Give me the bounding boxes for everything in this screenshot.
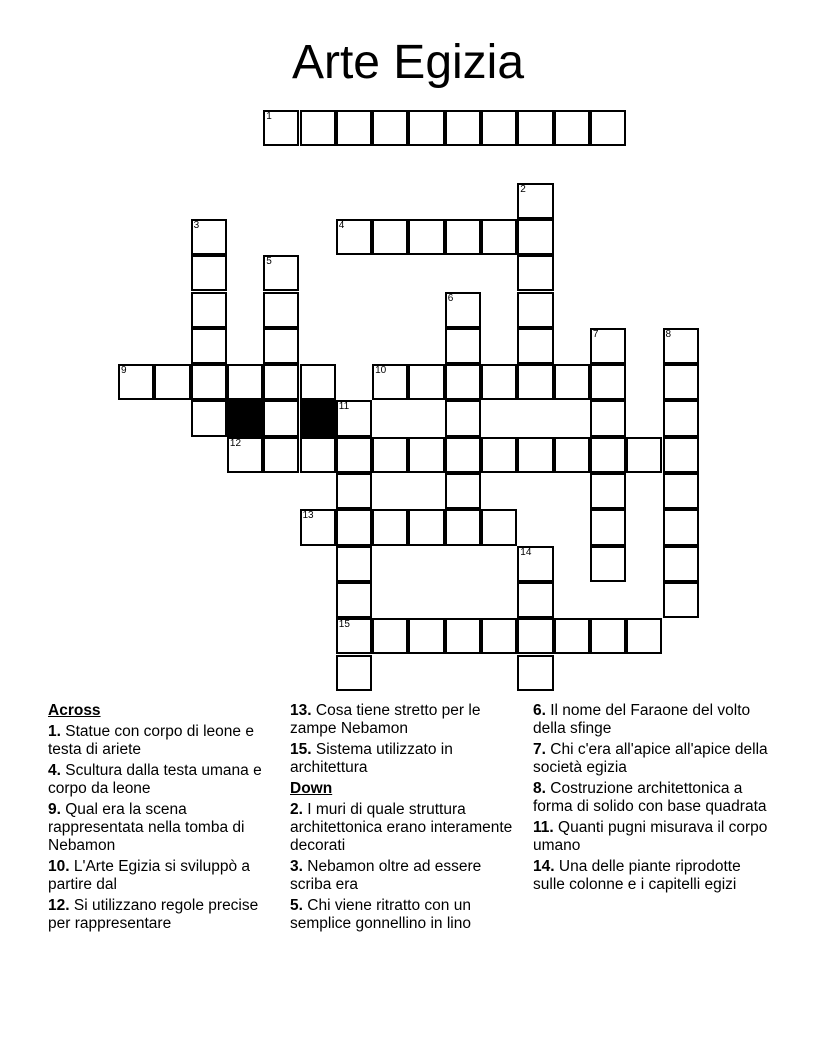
grid-cell[interactable] (481, 509, 517, 545)
clue-item-number: 8. (533, 780, 546, 797)
clue-item (48, 801, 278, 855)
grid-cell[interactable] (191, 400, 227, 436)
clue-item (533, 819, 768, 855)
across-clue-list (48, 723, 278, 933)
grid-cell[interactable] (336, 400, 372, 436)
clue-item-number: 13. (290, 702, 312, 719)
grid-cell[interactable] (336, 582, 372, 618)
grid-cell[interactable] (590, 546, 626, 582)
clue-number: 14 (520, 546, 532, 558)
across-header: Across (48, 702, 101, 719)
clue-item-text: Quanti pugni misurava il corpo umano (533, 819, 768, 854)
grid-cell[interactable] (590, 437, 626, 473)
page-title: Arte Egizia (291, 36, 525, 89)
grid-cell[interactable] (336, 473, 372, 509)
clue-item-text: Statue con corpo di leone e testa di ariete (48, 723, 254, 758)
grid-cell[interactable] (372, 110, 408, 146)
grid-cell[interactable] (517, 255, 553, 291)
grid-cell[interactable] (408, 437, 444, 473)
clue-number: 5 (266, 256, 272, 268)
clue-number: 12 (229, 437, 242, 449)
grid-cell[interactable] (590, 400, 626, 436)
clue-item (290, 741, 515, 777)
grid-cell[interactable] (517, 618, 553, 654)
grid-cell[interactable] (336, 655, 372, 691)
clue-item-text: Il nome del Faraone del volto della sfinge (533, 702, 751, 737)
grid-cell[interactable] (408, 110, 444, 146)
clue-item (533, 858, 768, 894)
clue-item-number: 12. (48, 897, 70, 914)
grid-cell[interactable] (554, 364, 590, 400)
grid-cell[interactable] (445, 400, 481, 436)
clue-item (48, 762, 278, 798)
grid-cell[interactable] (590, 509, 626, 545)
grid-cell[interactable] (336, 219, 372, 255)
grid-cell[interactable] (372, 509, 408, 545)
clue-item-text: Costruzione architettonica a forma di solido con base quadrata (533, 780, 767, 815)
grid-cell[interactable] (590, 473, 626, 509)
clue-item-number: 5. (290, 897, 303, 914)
grid-cell[interactable] (517, 183, 553, 219)
clue-number: 13 (302, 510, 314, 522)
clues-column-3 (533, 702, 768, 897)
clue-item-text: Chi viene ritratto con un semplice gonnellino in lino (290, 897, 471, 932)
clue-item (533, 780, 768, 816)
clue-number: 7 (592, 328, 599, 340)
clue-item-text: Nebamon oltre ad essere scriba era (290, 858, 482, 893)
grid-cell[interactable] (663, 437, 699, 473)
grid-cell[interactable] (517, 328, 553, 364)
clue-item-text: L'Arte Egizia si sviluppò a partire dal (48, 858, 251, 893)
grid-cell[interactable] (481, 437, 517, 473)
grid-cell[interactable] (408, 509, 444, 545)
grid-cell[interactable] (481, 110, 517, 146)
grid-cell[interactable] (626, 618, 662, 654)
grid-cell[interactable] (554, 618, 590, 654)
clue-number: 3 (193, 219, 200, 231)
clue-item-number: 4. (48, 762, 61, 779)
grid-cell[interactable] (263, 437, 299, 473)
clue-item-text: Sistema utilizzato in architettura (290, 741, 453, 776)
grid-cell[interactable] (408, 219, 444, 255)
grid-cell[interactable] (517, 292, 553, 328)
clue-item (290, 858, 515, 894)
clue-item (48, 723, 278, 759)
clue-number: 11 (338, 401, 350, 413)
grid-cell[interactable] (517, 364, 553, 400)
clue-number: 15 (338, 619, 350, 631)
grid-cell[interactable] (517, 437, 553, 473)
grid-cell[interactable] (517, 655, 553, 691)
grid-cell[interactable] (663, 328, 699, 364)
grid-cell[interactable] (445, 473, 481, 509)
down-header: Down (290, 780, 333, 797)
grid-cell[interactable] (445, 219, 481, 255)
grid-cell[interactable] (445, 292, 481, 328)
grid-cell[interactable] (445, 328, 481, 364)
grid-cell[interactable] (336, 509, 372, 545)
clue-number: 10 (375, 365, 387, 377)
grid-cell[interactable] (445, 437, 481, 473)
grid-cell[interactable] (590, 364, 626, 400)
grid-cell[interactable] (263, 292, 299, 328)
grid-cell[interactable] (191, 255, 227, 291)
clue-item-number: 10. (48, 858, 70, 875)
grid-cell[interactable] (663, 582, 699, 618)
grid-cell[interactable] (554, 437, 590, 473)
grid-cell[interactable] (336, 618, 372, 654)
clue-item-number: 15. (290, 741, 312, 758)
grid-cell[interactable] (408, 364, 444, 400)
clue-item-text: Qual era la scena rappresentata nella tomba di Nebamon (48, 801, 245, 854)
grid-cell[interactable] (663, 509, 699, 545)
grid-cell[interactable] (663, 364, 699, 400)
clue-item-text: Scultura dalla testa umana e corpo da leone (48, 762, 262, 797)
clue-item-text: Una delle piante riprodotte sulle colonne e i capitelli egizi (533, 858, 741, 893)
clue-item (533, 702, 768, 738)
grid-cell[interactable] (372, 437, 408, 473)
grid-cell[interactable] (372, 618, 408, 654)
clue-item (48, 858, 278, 894)
grid-cell[interactable] (300, 509, 336, 545)
grid-cell[interactable] (663, 400, 699, 436)
clues-column-2 (290, 702, 515, 936)
clue-number: 2 (520, 183, 526, 195)
grid-cell[interactable] (445, 618, 481, 654)
grid-cell[interactable] (227, 437, 263, 473)
grid-cell[interactable] (481, 219, 517, 255)
grid-cell[interactable] (300, 110, 336, 146)
clue-item-text: Chi c'era all'apice all'apice della società egizia (533, 741, 768, 776)
clue-item (48, 897, 278, 933)
clue-item-number: 1. (48, 723, 61, 740)
grid-cell[interactable] (263, 328, 299, 364)
grid-cell[interactable] (408, 618, 444, 654)
clue-item-number: 2. (290, 801, 303, 818)
clue-number: 6 (447, 292, 454, 304)
clue-number: 4 (338, 219, 345, 231)
grid-cell[interactable] (191, 328, 227, 364)
clue-item-number: 6. (533, 702, 546, 719)
clue-item-number: 7. (533, 741, 546, 758)
grid-cell[interactable] (445, 110, 481, 146)
grid-cell[interactable] (626, 437, 662, 473)
clue-item (290, 897, 515, 933)
clue-item-number: 14. (533, 858, 555, 875)
grid-cell[interactable] (372, 219, 408, 255)
grid-black-cell (300, 400, 336, 436)
down-clue-list-continued (533, 702, 768, 894)
clue-item-text: I muri di quale struttura architettonica erano interamente decorati (290, 801, 513, 854)
clue-item (290, 801, 515, 855)
across-clue-list-continued (290, 702, 515, 777)
clues-column-1 (48, 702, 278, 936)
grid-cell[interactable] (191, 219, 227, 255)
grid-black-cell (227, 400, 263, 436)
grid-cell[interactable] (154, 364, 190, 400)
clue-item (533, 741, 768, 777)
grid-cell[interactable] (517, 219, 553, 255)
grid-cell[interactable] (590, 618, 626, 654)
grid-cell[interactable] (263, 400, 299, 436)
grid-cell[interactable] (663, 473, 699, 509)
grid-cell[interactable] (191, 292, 227, 328)
grid-cell[interactable] (263, 364, 299, 400)
grid-cell[interactable] (481, 364, 517, 400)
clue-number: 9 (121, 365, 127, 377)
grid-cell[interactable] (445, 509, 481, 545)
grid-cell[interactable] (445, 364, 481, 400)
grid-cell[interactable] (517, 582, 553, 618)
clue-number: 1 (266, 111, 272, 122)
grid-cell[interactable] (554, 110, 590, 146)
grid-cell[interactable] (227, 364, 263, 400)
clue-number: 8 (665, 328, 672, 340)
grid-cell[interactable] (300, 364, 336, 400)
grid-cell[interactable] (263, 255, 299, 291)
grid-cell[interactable] (263, 110, 299, 146)
grid-cell[interactable] (118, 364, 154, 400)
grid-cell[interactable] (663, 546, 699, 582)
down-clue-list (290, 801, 515, 933)
clue-item-text: Cosa tiene stretto per le zampe Nebamon (290, 702, 481, 737)
clue-item (290, 702, 515, 738)
grid-cell[interactable] (336, 546, 372, 582)
grid-cell[interactable] (336, 110, 372, 146)
clue-item-text: Si utilizzano regole precise per rappresentare (48, 897, 259, 932)
grid-cell[interactable] (517, 546, 553, 582)
grid-cell[interactable] (481, 618, 517, 654)
grid-cell[interactable] (590, 328, 626, 364)
clue-item-number: 11. (533, 819, 554, 836)
clue-item-number: 3. (290, 858, 303, 875)
grid-cell[interactable] (336, 437, 372, 473)
grid-cell[interactable] (191, 364, 227, 400)
grid-cell[interactable] (300, 437, 336, 473)
grid-cell[interactable] (517, 110, 553, 146)
clue-item-number: 9. (48, 801, 61, 818)
grid-cell[interactable] (372, 364, 408, 400)
grid-cell[interactable] (590, 110, 626, 146)
